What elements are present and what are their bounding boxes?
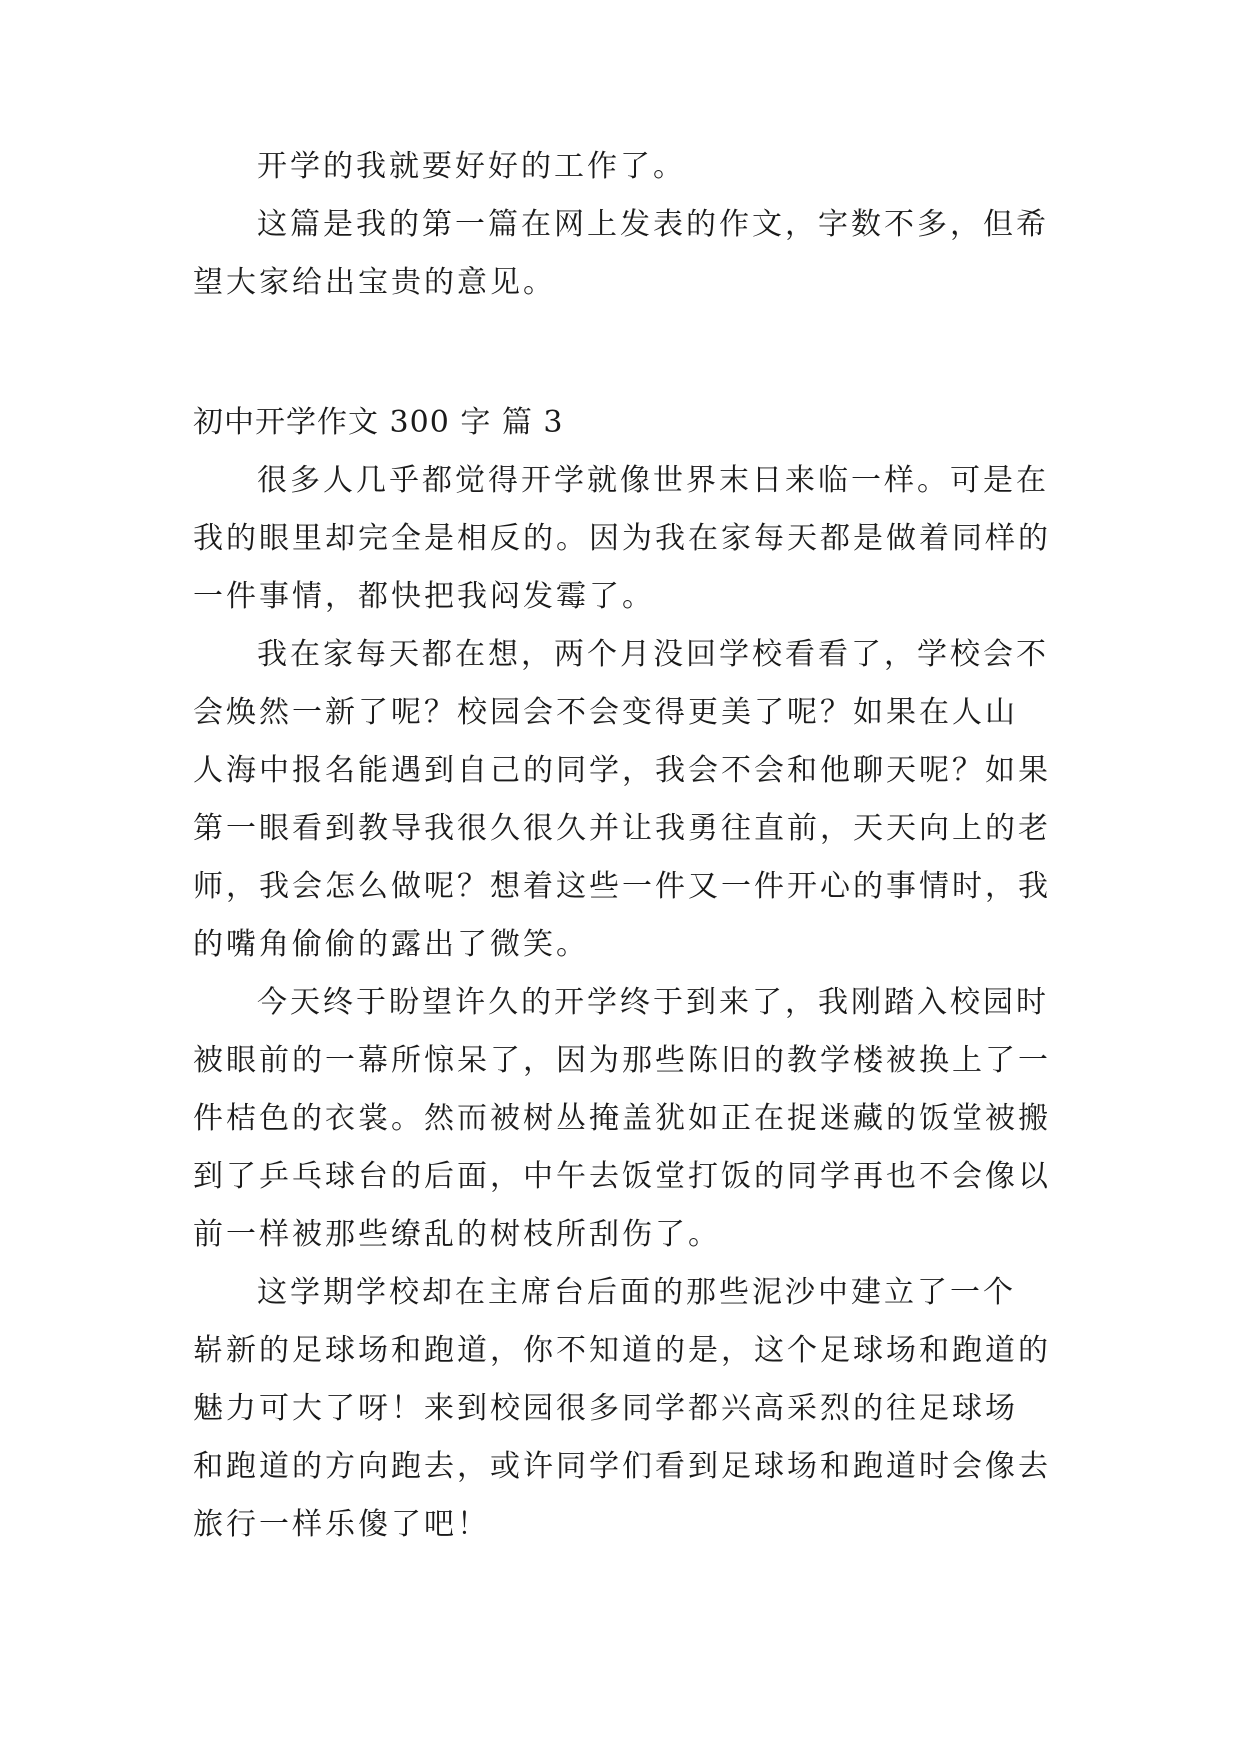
paragraph-line: 旅行一样乐傻了吧！ [193,1507,490,1542]
paragraph-line: 会焕然一新了呢？校园会不会变得更美了呢？如果在人山 [193,695,1018,730]
paragraph-line: 魅力可大了呀！来到校园很多同学都兴高采烈的往足球场 [193,1391,1018,1426]
paragraph-line: 一件事情，都快把我闷发霉了。 [193,579,655,614]
paragraph-line: 我的眼里却完全是相反的。因为我在家每天都是做着同样的 [193,521,1051,556]
paragraph-line: 第一眼看到教导我很久很久并让我勇往直前，天天向上的老 [193,811,1051,846]
paragraph-line: 到了乒乓球台的后面，中午去饭堂打饭的同学再也不会像以 [193,1159,1051,1194]
paragraph-line: 和跑道的方向跑去，或许同学们看到足球场和跑道时会像去 [193,1449,1051,1484]
paragraph-line: 开学的我就要好好的工作了。 [257,149,686,184]
paragraph-line: 崭新的足球场和跑道，你不知道的是，这个足球场和跑道的 [193,1333,1051,1368]
paragraph-line: 人海中报名能遇到自己的同学，我会不会和他聊天呢？如果 [193,753,1051,788]
section-heading: 初中开学作文 300 字 篇 3 [193,405,564,440]
paragraph-line: 今天终于盼望许久的开学终于到来了，我刚踏入校园时 [257,985,1049,1020]
paragraph-line: 我在家每天都在想，两个月没回学校看看了，学校会不 [257,637,1049,672]
paragraph-line: 师，我会怎么做呢？想着这些一件又一件开心的事情时，我 [193,869,1051,904]
paragraph-group-main [193,452,1055,1554]
paragraph-group-top [193,138,1055,312]
paragraph-line: 这篇是我的第一篇在网上发表的作文，字数不多，但希 [257,207,1049,242]
paragraph-line: 前一样被那些缭乱的树枝所刮伤了。 [193,1217,721,1252]
paragraph-line: 的嘴角偷偷的露出了微笑。 [193,927,589,962]
paragraph-line: 很多人几乎都觉得开学就像世界末日来临一样。可是在 [257,463,1049,498]
paragraph-line: 被眼前的一幕所惊呆了，因为那些陈旧的教学楼被换上了一 [193,1043,1051,1078]
paragraph-line: 这学期学校却在主席台后面的那些泥沙中建立了一个 [257,1275,1016,1310]
paragraph-line: 望大家给出宝贵的意见。 [193,265,556,300]
paragraph-line: 件桔色的衣裳。然而被树丛掩盖犹如正在捉迷藏的饭堂被搬 [193,1101,1051,1136]
